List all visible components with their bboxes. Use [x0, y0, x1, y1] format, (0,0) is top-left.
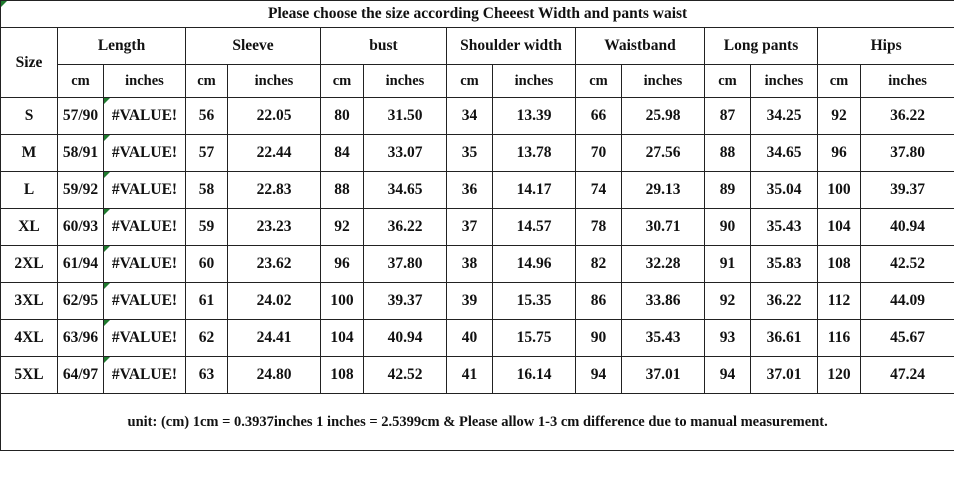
measurement-cell: 36.22 [861, 98, 954, 135]
measurement-cell: 45.67 [861, 320, 954, 357]
measurement-cell: 116 [818, 320, 861, 357]
unit-inches-header: inches [493, 65, 576, 98]
measurement-cell: #VALUE! [104, 172, 186, 209]
measurement-cell: 104 [321, 320, 364, 357]
size-label-cell: 4XL [1, 320, 58, 357]
measurement-cell: 88 [705, 135, 751, 172]
unit-inches-header: inches [751, 65, 818, 98]
measurement-cell: 37.80 [364, 246, 447, 283]
measurement-cell: 84 [321, 135, 364, 172]
measurement-cell: 60 [186, 246, 228, 283]
measurement-cell: 23.23 [228, 209, 321, 246]
unit-inches-header: inches [228, 65, 321, 98]
measurement-cell: 96 [321, 246, 364, 283]
header-long-pants: Long pants [705, 28, 818, 65]
measurement-cell: 87 [705, 98, 751, 135]
measurement-cell: 100 [818, 172, 861, 209]
measurement-cell: 37.01 [751, 357, 818, 394]
measurement-cell: 13.39 [493, 98, 576, 135]
measurement-cell: 22.83 [228, 172, 321, 209]
measurement-cell: 78 [576, 209, 622, 246]
measurement-cell: 25.98 [622, 98, 705, 135]
measurement-cell: 89 [705, 172, 751, 209]
measurement-cell: 58/91 [58, 135, 104, 172]
measurement-cell: 63/96 [58, 320, 104, 357]
measurement-cell: 86 [576, 283, 622, 320]
measurement-cell: 22.44 [228, 135, 321, 172]
unit-cm-header: cm [705, 65, 751, 98]
measurement-cell: 27.56 [622, 135, 705, 172]
table-row [1, 246, 954, 283]
measurement-cell: 64/97 [58, 357, 104, 394]
measurement-cell: 15.75 [493, 320, 576, 357]
measurement-cell: #VALUE! [104, 98, 186, 135]
measurement-cell: 104 [818, 209, 861, 246]
measurement-cell: 57/90 [58, 98, 104, 135]
size-label-cell: S [1, 98, 58, 135]
measurement-cell: 92 [818, 98, 861, 135]
cell-error-indicator [104, 135, 110, 141]
measurement-cell: 31.50 [364, 98, 447, 135]
unit-inches-header: inches [104, 65, 186, 98]
measurement-cell: #VALUE! [104, 246, 186, 283]
measurement-cell: 41 [447, 357, 493, 394]
measurement-cell: 66 [576, 98, 622, 135]
measurement-cell: 39 [447, 283, 493, 320]
measurement-cell: #VALUE! [104, 209, 186, 246]
cell-error-indicator [104, 172, 110, 178]
unit-inches-header: inches [622, 65, 705, 98]
measurement-cell: #VALUE! [104, 320, 186, 357]
measurement-cell: 16.14 [493, 357, 576, 394]
measurement-cell: 22.05 [228, 98, 321, 135]
measurement-cell: 59 [186, 209, 228, 246]
measurement-cell: 32.28 [622, 246, 705, 283]
measurement-cell: 92 [705, 283, 751, 320]
measurement-cell: 37 [447, 209, 493, 246]
measurement-cell: 74 [576, 172, 622, 209]
table-row [1, 135, 954, 172]
measurement-cell: 29.13 [622, 172, 705, 209]
measurement-cell: 94 [705, 357, 751, 394]
size-label-cell: 5XL [1, 357, 58, 394]
cell-error-indicator [104, 246, 110, 252]
measurement-cell: 39.37 [364, 283, 447, 320]
cell-error-indicator [104, 320, 110, 326]
measurement-cell: 34.65 [751, 135, 818, 172]
table-row [1, 172, 954, 209]
measurement-cell: 35.83 [751, 246, 818, 283]
measurement-cell: 24.41 [228, 320, 321, 357]
cell-error-indicator [1, 1, 7, 7]
measurement-cell: 90 [576, 320, 622, 357]
size-label-cell: 3XL [1, 283, 58, 320]
measurement-cell: 62 [186, 320, 228, 357]
measurement-cell: #VALUE! [104, 135, 186, 172]
measurement-cell: 70 [576, 135, 622, 172]
measurement-cell: 47.24 [861, 357, 954, 394]
measurement-cell: 34.25 [751, 98, 818, 135]
size-label-cell: L [1, 172, 58, 209]
measurement-cell: 33.07 [364, 135, 447, 172]
unit-cm-header: cm [447, 65, 493, 98]
measurement-cell: 35 [447, 135, 493, 172]
measurement-cell: 112 [818, 283, 861, 320]
measurement-cell: 14.57 [493, 209, 576, 246]
cell-error-indicator [104, 283, 110, 289]
measurement-cell: 61 [186, 283, 228, 320]
table-row [1, 283, 954, 320]
measurement-cell: 108 [818, 246, 861, 283]
measurement-cell: 35.43 [751, 209, 818, 246]
measurement-cell: 39.37 [861, 172, 954, 209]
measurement-cell: 120 [818, 357, 861, 394]
measurement-cell: 62/95 [58, 283, 104, 320]
measurement-cell: 36.61 [751, 320, 818, 357]
measurement-cell: 61/94 [58, 246, 104, 283]
measurement-cell: 37.01 [622, 357, 705, 394]
cell-error-indicator [104, 98, 110, 104]
header-length: Length [58, 28, 186, 65]
measurement-cell: 40.94 [364, 320, 447, 357]
measurement-cell: 60/93 [58, 209, 104, 246]
measurement-cell: 30.71 [622, 209, 705, 246]
measurement-cell: 100 [321, 283, 364, 320]
table-row [1, 98, 954, 135]
footer-note: unit: (cm) 1cm = 0.3937inches 1 inches = 2.5399cm & Please allow 1-3 cm difference due to manual measurement. [1, 394, 954, 451]
header-sleeve: Sleeve [186, 28, 321, 65]
measurement-cell: 37.80 [861, 135, 954, 172]
measurement-cell: 24.80 [228, 357, 321, 394]
table-row [1, 209, 954, 246]
measurement-cell: 35.04 [751, 172, 818, 209]
size-label-cell: XL [1, 209, 58, 246]
measurement-cell: 40 [447, 320, 493, 357]
header-bust: bust [321, 28, 447, 65]
unit-cm-header: cm [321, 65, 364, 98]
unit-inches-header: inches [861, 65, 954, 98]
measurement-cell: 36.22 [364, 209, 447, 246]
unit-cm-header: cm [818, 65, 861, 98]
size-label-cell: M [1, 135, 58, 172]
measurement-cell: 108 [321, 357, 364, 394]
measurement-cell: 56 [186, 98, 228, 135]
size-label-cell: 2XL [1, 246, 58, 283]
cell-error-indicator [104, 357, 110, 363]
measurement-cell: 94 [576, 357, 622, 394]
measurement-cell: 40.94 [861, 209, 954, 246]
measurement-cell: 33.86 [622, 283, 705, 320]
chart-title: Please choose the size according Cheeest Width and pants waist [1, 1, 954, 28]
unit-cm-header: cm [186, 65, 228, 98]
measurement-cell: 14.17 [493, 172, 576, 209]
measurement-cell: #VALUE! [104, 283, 186, 320]
measurement-cell: 34 [447, 98, 493, 135]
measurement-cell: 59/92 [58, 172, 104, 209]
measurement-cell: 63 [186, 357, 228, 394]
measurement-cell: 34.65 [364, 172, 447, 209]
header-waistband: Waistband [576, 28, 705, 65]
table-row [1, 357, 954, 394]
measurement-cell: 57 [186, 135, 228, 172]
measurement-cell: 88 [321, 172, 364, 209]
measurement-cell: 24.02 [228, 283, 321, 320]
header-hips: Hips [818, 28, 954, 65]
measurement-cell: 36 [447, 172, 493, 209]
measurement-cell: 42.52 [364, 357, 447, 394]
measurement-cell: 93 [705, 320, 751, 357]
measurement-cell: 92 [321, 209, 364, 246]
unit-header-row [1, 65, 954, 98]
measurement-cell: #VALUE! [104, 357, 186, 394]
measurement-cell: 23.62 [228, 246, 321, 283]
header-size: Size [1, 28, 58, 98]
unit-inches-header: inches [364, 65, 447, 98]
measurement-cell: 15.35 [493, 283, 576, 320]
measurement-cell: 38 [447, 246, 493, 283]
header-shoulder-width: Shoulder width [447, 28, 576, 65]
measurement-cell: 44.09 [861, 283, 954, 320]
measurement-cell: 13.78 [493, 135, 576, 172]
table-row [1, 320, 954, 357]
unit-cm-header: cm [576, 65, 622, 98]
measurement-cell: 96 [818, 135, 861, 172]
measurement-cell: 90 [705, 209, 751, 246]
measurement-cell: 36.22 [751, 283, 818, 320]
cell-error-indicator [104, 209, 110, 215]
measurement-cell: 42.52 [861, 246, 954, 283]
measurement-cell: 58 [186, 172, 228, 209]
measurement-cell: 80 [321, 98, 364, 135]
measurement-cell: 82 [576, 246, 622, 283]
measurement-cell: 35.43 [622, 320, 705, 357]
measurement-cell: 14.96 [493, 246, 576, 283]
measurement-cell: 91 [705, 246, 751, 283]
unit-cm-header: cm [58, 65, 104, 98]
